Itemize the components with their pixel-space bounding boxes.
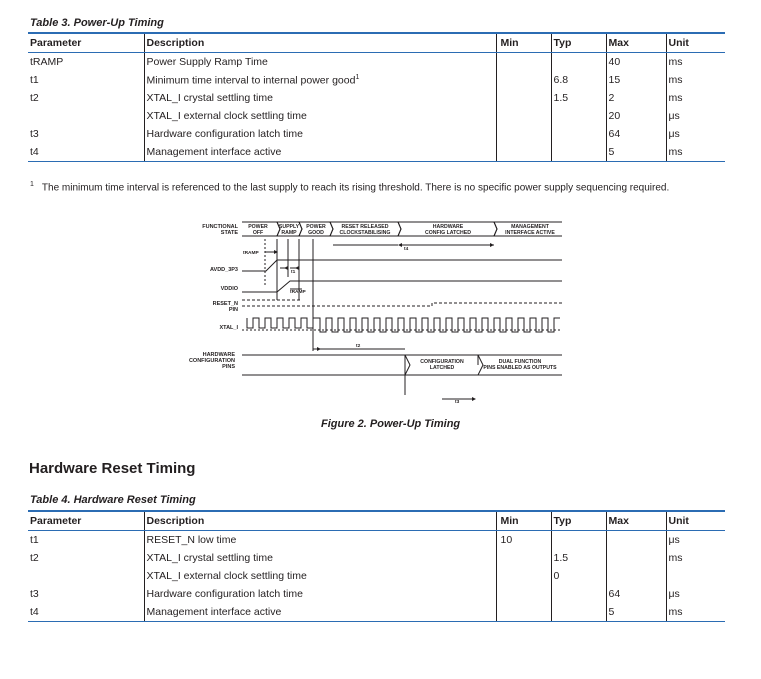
cell-desc: Power Supply Ramp Time [144,53,496,72]
cell-desc: RESET_N low time [144,531,496,550]
cell-min [496,107,551,125]
table-row [28,603,725,622]
table-row [28,549,725,567]
header-description: Description [144,511,496,531]
state-supply-ramp-2: RAMP [281,230,297,236]
state-reset-released-1: RESET RELEASED [341,224,389,230]
cell-min [496,89,551,107]
cell-param: tRAMP [30,56,64,68]
cell-unit [666,567,725,585]
cell-desc [144,71,496,89]
header-unit: Unit [666,33,725,53]
cell-typ [551,531,606,550]
power-up-timing-table [28,32,725,162]
cell-max: 20 [606,107,666,125]
cell-param: t4 [28,143,144,162]
t2-label: t2 [356,344,361,349]
cell-param: t1 [30,74,39,86]
cell-min [496,567,551,585]
cell-typ [551,107,606,125]
cell-max [606,549,666,567]
state-power-good-2: GOOD [308,230,324,236]
header-min: Min [496,511,551,531]
cell-param [28,567,144,585]
t3-label: t3 [455,400,460,405]
cell-desc-text: Minimum time interval to internal power good [146,74,356,87]
hardware-reset-timing-table [28,510,725,622]
cell-desc: Hardware configuration latch time [144,125,496,143]
cell-desc: XTAL_I external clock settling time [144,107,496,125]
pins-config-latched-2: LATCHED [429,365,455,371]
state-hw-latched-1: HARDWARE [432,224,464,230]
state-mgmt-2: INTERFACE ACTIVE [505,230,555,236]
figure-caption: Figure 2. Power-Up Timing [321,418,461,430]
power-up-timing-diagram [180,215,580,410]
cell-min: 10 [496,531,551,550]
header-typ: Typ [551,511,606,531]
cell-typ: 1.5 [551,549,606,567]
cell-typ: 1.5 [551,89,606,107]
cell-unit: ms [666,603,725,622]
cell-unit: μs [666,125,725,143]
cell-unit: ms [666,53,725,72]
cell-min [496,143,551,162]
label-functional-state-2: STATE [220,230,238,236]
state-mgmt-1: MANAGEMENT [511,224,549,230]
cell-typ: 0 [551,567,606,585]
cell-unit: μs [666,531,725,550]
cell-desc: XTAL_I crystal settling time [144,89,496,107]
cell-max: 5 [606,143,666,162]
label-reset-2: PIN [228,307,238,313]
cell-max: 15 [606,71,666,89]
cell-param: t1 [30,534,39,546]
cell-typ [551,585,606,603]
table-header-row [28,33,725,53]
cell-param: t2 [30,92,39,104]
header-description: Description [144,33,496,53]
label-hw-3: PINS [222,364,235,370]
footnote-marker: 1 [30,181,34,188]
header-unit: Unit [666,511,725,531]
footnote [30,181,669,193]
state-hw-latched-2: CONFIG LATCHED [424,230,472,236]
cell-unit: ms [666,143,725,162]
cell-max: 2 [606,89,666,107]
cell-max [606,567,666,585]
cell-desc: XTAL_I external clock settling time [144,567,496,585]
table-row [28,585,725,603]
pins-dual-function-1: DUAL FUNCTION [498,359,542,365]
header-min: Min [496,33,551,53]
table-row [28,71,725,89]
cell-unit: μs [666,585,725,603]
header-parameter: Parameter [28,33,144,53]
cell-unit: ms [666,549,725,567]
cell-min [496,549,551,567]
footnote-ref: 1 [355,73,360,81]
label-vddio: VDDIO [220,286,238,292]
cell-min [496,125,551,143]
cell-desc: Management interface active [144,143,496,162]
pins-dual-function-2: PINS ENABLED AS OUTPUTS [483,365,557,371]
cell-desc: Hardware configuration latch time [144,585,496,603]
cell-max: 40 [606,53,666,72]
section-heading: Hardware Reset Timing [29,460,196,477]
cell-typ [551,143,606,162]
table-row [28,107,725,125]
cell-unit: ms [666,89,725,107]
cell-typ [551,603,606,622]
cell-max: 64 [606,125,666,143]
label-hw-1: HARDWARE [202,352,235,358]
t4-label: t4 [404,247,409,252]
label-xtal: XTAL_I [219,325,238,331]
label-avdd: AVDD_3P3 [209,267,238,273]
cell-typ [551,125,606,143]
table-row [28,125,725,143]
cell-min [496,71,551,89]
cell-max [606,531,666,550]
cell-param: t2 [30,552,39,564]
state-reset-released-2: CLOCKSTABILISING [339,230,391,236]
label-functional-state-1: FUNCTIONAL [202,224,238,230]
cell-desc: XTAL_I crystal settling time [144,549,496,567]
cell-param [28,107,144,125]
header-max: Max [606,511,666,531]
state-supply-ramp-1: SUPPLY [278,224,300,230]
cell-max: 5 [606,603,666,622]
label-reset-1: RESET_N [212,301,238,307]
cell-min [496,603,551,622]
cell-param: t3 [30,588,39,600]
state-power-good-1: POWER [306,224,326,230]
header-typ: Typ [551,33,606,53]
cell-min [496,53,551,72]
state-power-off-1: POWER [248,224,268,230]
table3-caption: Table 3. Power-Up Timing [30,17,164,29]
pins-config-latched-1: CONFIGURATION [420,359,464,365]
cell-min [496,585,551,603]
state-power-off-2: OFF [252,230,264,236]
cell-param: t4 [28,603,144,622]
cell-typ: 6.8 [551,71,606,89]
cell-typ [551,53,606,72]
avdd-waveform [242,260,562,271]
table4-caption: Table 4. Hardware Reset Timing [30,494,196,506]
t1-label: t1 [291,270,296,275]
table-row [28,89,725,107]
cell-unit: ms [666,71,725,89]
header-max: Max [606,33,666,53]
cell-param: t3 [30,128,39,140]
tramp-label: tRAMP [243,251,259,256]
table-row [28,143,725,162]
footnote-text: The minimum time interval is referenced to the last supply to reach its rising threshold. There is no specific power supply sequencing required. [41,182,670,194]
table-header-row [28,511,725,531]
label-hw-2: CONFIGURATION [188,358,235,364]
cell-desc: Management interface active [144,603,496,622]
cell-max: 64 [606,585,666,603]
header-parameter: Parameter [28,511,144,531]
table-row [28,567,725,585]
cell-unit: μs [666,107,725,125]
xtal-waveform [247,318,560,332]
hw-pins-waveform [242,355,410,375]
tramp2-label: tRAMP [290,290,306,295]
table-row [28,53,725,72]
table-row [28,531,725,550]
